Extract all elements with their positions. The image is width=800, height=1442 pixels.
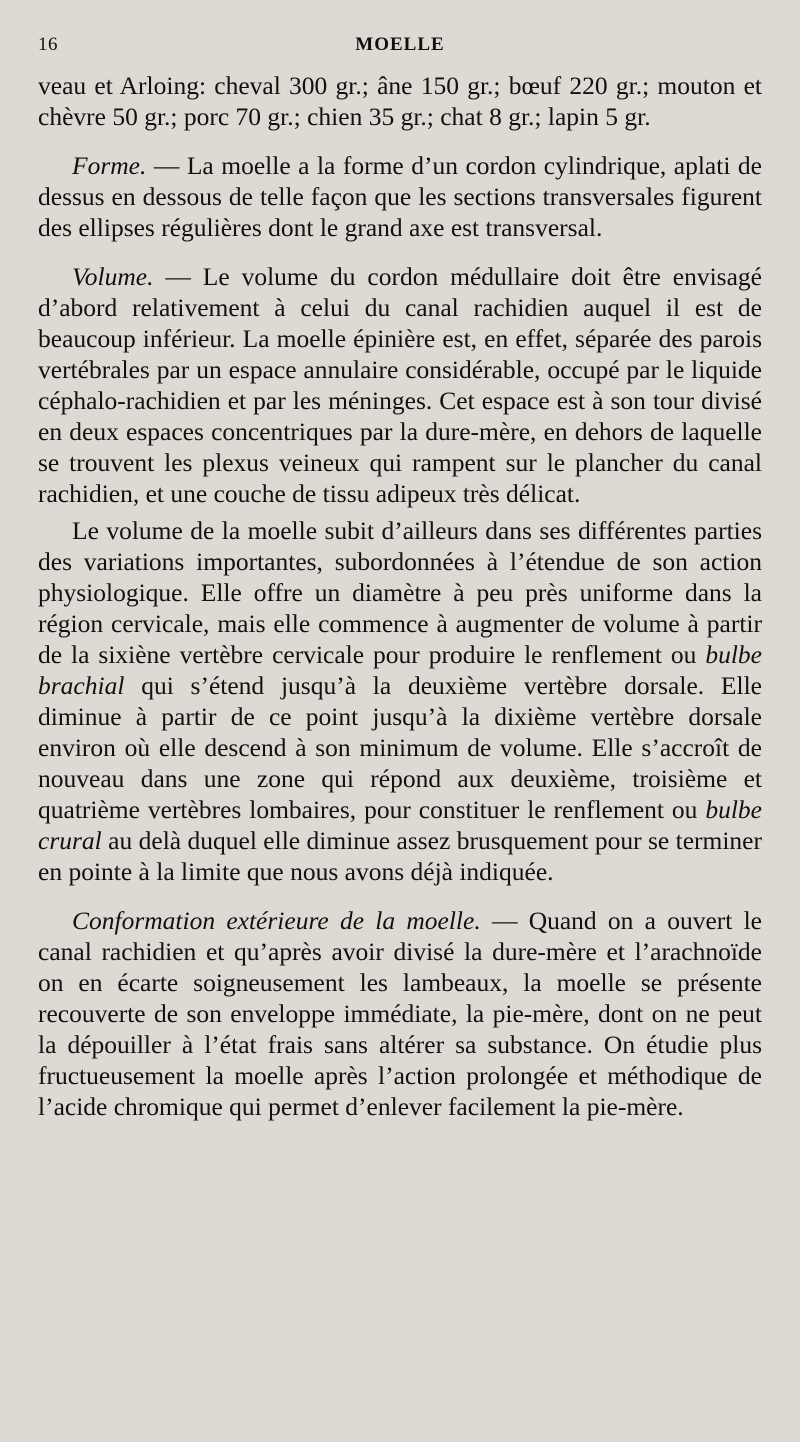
- section-title-forme: Forme.: [72, 151, 147, 180]
- page-header: [38, 34, 762, 60]
- paragraph-conformation-text: — Quand on a ouvert le canal rachidien et qu’après avoir divisé la dure-mère et l’arachnoïde on en écarte soigneusement les lambeaux, la moelle se présente recouverte de son enveloppe immédiate, la pie-mère, dont on ne peut la dépouiller à l’état frais sans altérer sa substance. On étudie plus fructueusement la moelle après l’action prolongée et méthodique de l’acide chromique qui permet d’enlever facilement la pie-mère.: [38, 906, 762, 1121]
- paragraph-volume-variations-a: Le volume de la moelle subit d’ailleurs dans ses différentes parties des variations importantes, subordonnées à l’étendue de son action physiologique. Elle offre un diamètre à peu près uniforme dans la région cervicale, mais elle commence à augmenter de volume à partir de la sixiène vertèbre cervicale pour produire le renflement ou: [38, 516, 762, 669]
- paragraph-conformation: [38, 905, 762, 1122]
- paragraph-volume-variations-b: qui s’étend jusqu’à la deuxième vertèbre dorsale. Elle diminue à partir de ce point jusqu’à la dixième vertèbre dorsale environ où elle descend à son minimum de volume. Elle s’accroît de nouveau dans une zone qui répond aux deuxième, troisième et quatrième vertèbres lombaires, pour constituer le renflement ou: [38, 671, 762, 824]
- paragraph-volume-text: — Le volume du cordon médullaire doit être envisagé d’abord relativement à celui du canal rachidien auquel il est de beaucoup inférieur. La moelle épinière est, en effet, séparée des parois vertébrales par un espace annulaire considérable, occupé par le liquide céphalo-rachidien et par les méninges. Cet espace est à son tour divisé en deux espaces concentriques par la dure-mère, en dehors de laquelle se trouvent les plexus veineux qui rampent sur le plancher du canal rachidien, et une couche de tissu adipeux très délicat.: [38, 262, 762, 508]
- paragraph-volume-variations-c: au delà duquel elle diminue assez brusquement pour se terminer en pointe à la limite que nous avons déjà indiquée.: [38, 826, 762, 886]
- running-head: MOELLE: [355, 34, 445, 55]
- term-bulbe-crural: bulbe crural: [38, 795, 762, 855]
- page-number: 16: [38, 34, 58, 55]
- body-text: [38, 70, 762, 1122]
- term-bulbe-brachial: bulbe brachial: [38, 640, 762, 700]
- paragraph-volume: [38, 261, 762, 509]
- paragraph-forme-text: — La moelle a la forme d’un cordon cylindrique, aplati de dessus en dessous de telle façon que les sections transversales figurent des ellipses régulières dont le grand axe est transversal.: [38, 151, 762, 242]
- paragraph-weights: veau et Arloing: cheval 300 gr.; âne 150 gr.; bœuf 220 gr.; mouton et chèvre 50 gr.; porc 70 gr.; chien 35 gr.; chat 8 gr.; lapin 5 gr.: [38, 71, 762, 131]
- paragraph-volume-variations: [38, 515, 762, 887]
- section-title-volume: Volume.: [72, 262, 154, 291]
- paragraph-forme: [38, 150, 762, 243]
- section-title-conformation: Conformation extérieure de la moelle.: [72, 906, 481, 935]
